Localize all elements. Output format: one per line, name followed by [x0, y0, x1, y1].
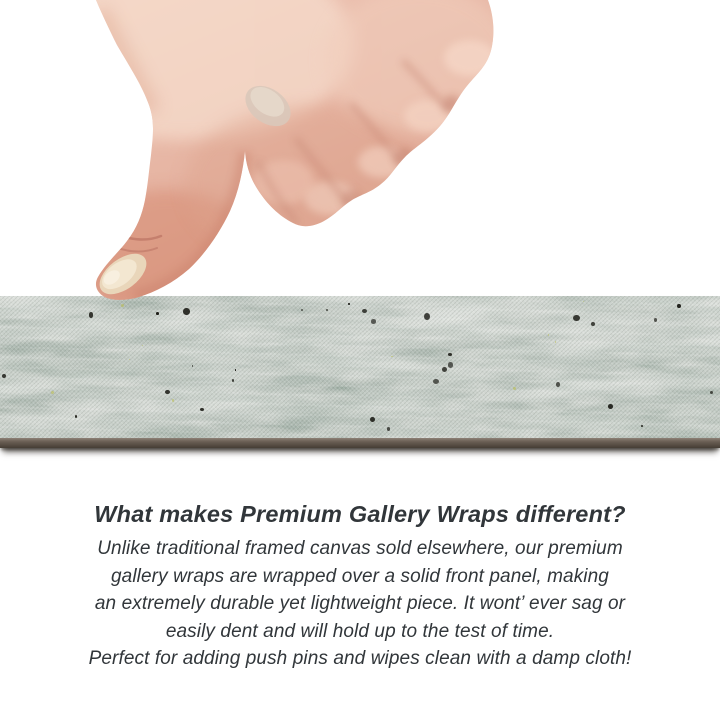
info-line: an extremely durable yet lightweight piece. It wont’ ever sag or — [94, 593, 626, 615]
canvas-fold-edge — [0, 438, 720, 448]
canvas-paint-texture — [0, 296, 720, 438]
paint-speckles — [0, 296, 720, 438]
info-heading: What makes Premium Gallery Wraps different? — [94, 501, 626, 527]
canvas-edge-strip — [0, 296, 720, 448]
info-line: Unlike traditional framed canvas sold elsewhere, our premium — [97, 538, 623, 559]
info-text-block — [0, 501, 720, 673]
info-line: Perfect for adding push pins and wipes clean with a damp cloth! — [88, 648, 632, 670]
hand-pressing-thumb-photo — [0, 0, 520, 310]
info-line: easily dent and will hold up to the test of time. — [165, 620, 555, 642]
info-line: gallery wraps are wrapped over a solid front panel, making — [111, 565, 609, 587]
